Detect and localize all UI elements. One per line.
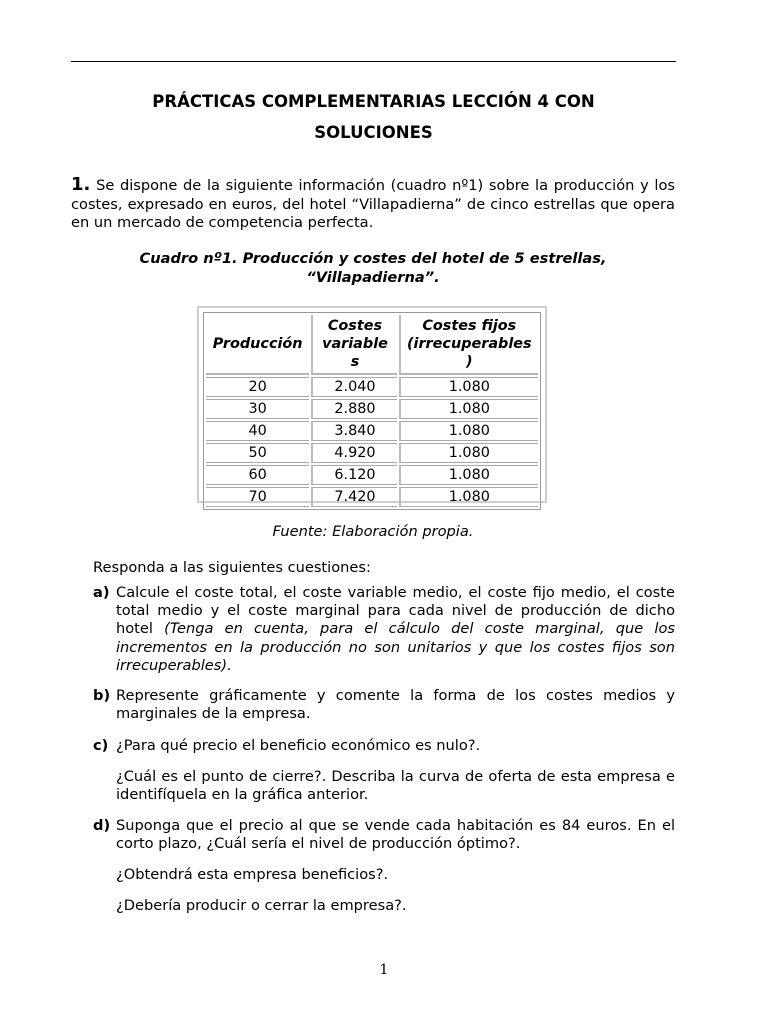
cell-production: 50 [206, 443, 309, 463]
question-a-body: Calcule el coste total, el coste variable medio, el coste fijo medio, el coste total medio y el coste marginal para cada nivel de producción de dicho hotel [116, 584, 675, 638]
table-row [206, 421, 538, 441]
cell-variable-cost: 3.840 [311, 421, 396, 441]
question-b-label: b) [93, 687, 111, 704]
caption-line-2: “Villapadierna”. [306, 268, 440, 286]
exercise-intro [71, 176, 675, 233]
question-a-note: (Tenga en cuenta, para el cálculo del coste marginal, que los incrementos en la producción no son unitarios y que los costes fijos son irrecuperables). [116, 620, 675, 674]
page-title [71, 86, 676, 148]
table-row [206, 487, 538, 507]
cost-table-frame [197, 306, 547, 503]
exercise-intro-text: Se dispone de la siguiente información (cuadro nº1) sobre la producción y los costes, expresado en euros, del hotel “Villapadierna” de cinco estrellas que opera en un mercado de competencia perfecta. [71, 177, 675, 231]
cell-variable-cost: 6.120 [311, 465, 396, 485]
question-a [93, 584, 675, 675]
header-variable-line-1: Costes [327, 318, 383, 334]
question-b-text: Represente gráficamente y comente la forma de los costes medios y marginales de la empresa. [116, 687, 675, 723]
cell-production: 40 [206, 421, 309, 441]
cell-production: 20 [206, 377, 309, 397]
header-fixed-costs [399, 315, 538, 375]
table-row [206, 443, 538, 463]
question-d-sub-1: ¿Obtendrá esta empresa beneficios?. [116, 866, 389, 883]
cell-production: 30 [206, 399, 309, 419]
table-caption [100, 250, 646, 287]
questions-intro: Responda a las siguientes cuestiones: [93, 559, 371, 576]
question-c-label: c) [93, 737, 109, 754]
cell-production: 70 [206, 487, 309, 507]
header-variable-costs [311, 315, 396, 375]
question-d-sub-2: ¿Debería producir o cerrar la empresa?. [116, 897, 407, 914]
cell-fixed-cost: 1.080 [399, 465, 538, 485]
question-a-label: a) [93, 584, 110, 601]
question-d-text: Suponga que el precio al que se vende cada habitación es 84 euros. En el corto plazo, ¿Cuál sería el nivel de producción óptimo?. [116, 817, 675, 853]
header-production: Producción [206, 315, 309, 375]
caption-line-1: Cuadro nº1. Producción y costes del hotel de 5 estrellas, [139, 250, 607, 267]
cell-fixed-cost: 1.080 [399, 399, 538, 419]
title-line-1: PRÁCTICAS COMPLEMENTARIAS LECCIÓN 4 CON [152, 92, 595, 111]
page-number: 1 [379, 962, 389, 978]
cell-fixed-cost: 1.080 [399, 421, 538, 441]
cell-variable-cost: 2.040 [311, 377, 396, 397]
question-d-label: d) [93, 817, 111, 834]
title-line-2: SOLUCIONES [314, 123, 433, 142]
header-fixed-line-1: Costes fijos [422, 318, 517, 334]
header-rule [71, 61, 676, 62]
cell-variable-cost: 2.880 [311, 399, 396, 419]
table-row [206, 377, 538, 397]
table-source: Fuente: Elaboración propia. [272, 523, 474, 540]
header-fixed-line-3: ) [466, 354, 473, 370]
question-c-sub: ¿Cuál es el punto de cierre?. Describa la curva de oferta de esta empresa e identifíquela en la gráfica anterior. [116, 768, 675, 804]
question-a-text [116, 584, 675, 675]
table-header-row [206, 315, 538, 375]
header-variable-line-2: variable [322, 336, 388, 352]
exercise-number: 1. [71, 174, 91, 195]
question-b [93, 687, 675, 723]
question-c-text: ¿Para qué precio el beneficio económico es nulo?. [116, 737, 481, 754]
header-fixed-line-2: (irrecuperables [406, 336, 532, 352]
cell-variable-cost: 4.920 [311, 443, 396, 463]
cell-variable-cost: 7.420 [311, 487, 396, 507]
cost-table [203, 312, 541, 510]
question-c [93, 737, 675, 755]
cell-fixed-cost: 1.080 [399, 487, 538, 507]
question-d [93, 817, 675, 853]
cell-fixed-cost: 1.080 [399, 443, 538, 463]
cell-fixed-cost: 1.080 [399, 377, 538, 397]
header-variable-line-3: s [350, 354, 360, 370]
cell-production: 60 [206, 465, 309, 485]
table-row [206, 399, 538, 419]
table-row [206, 465, 538, 485]
